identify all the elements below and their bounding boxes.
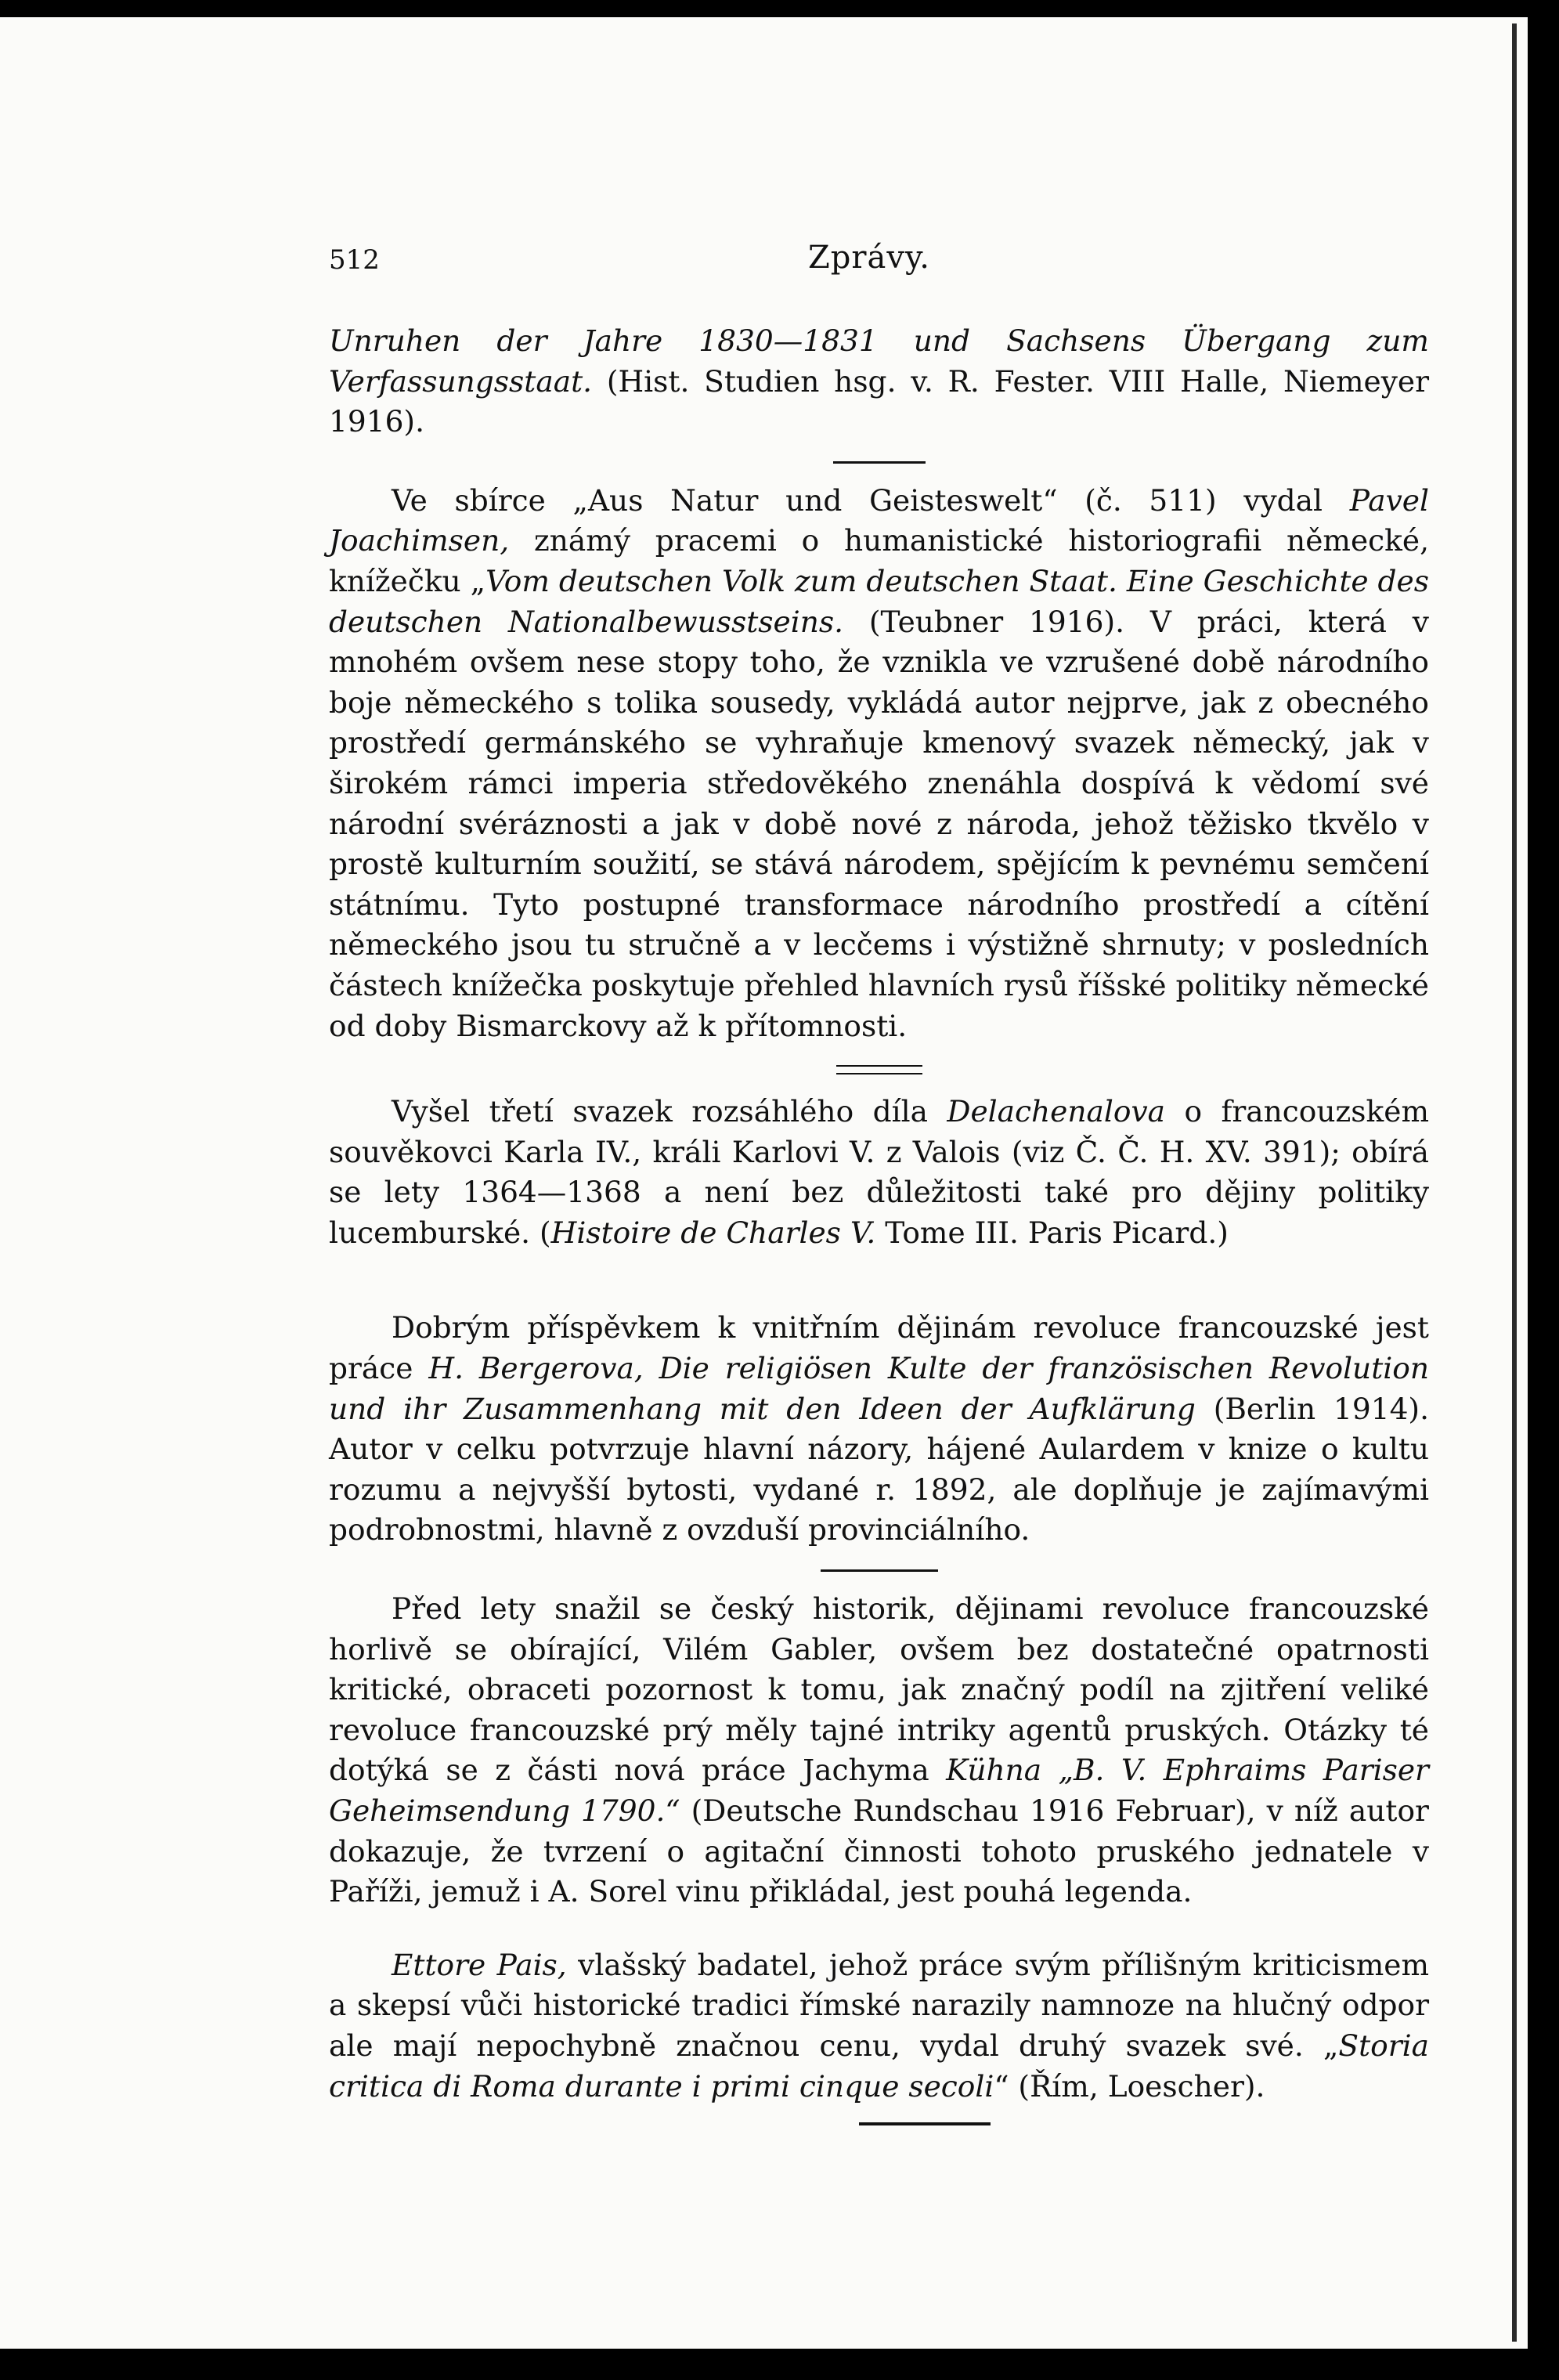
section-divider bbox=[821, 1569, 938, 1572]
paragraph-text: (Hist. Studien hsg. v. R. Fester. VIII Halle, Niemeyer 1916). bbox=[329, 363, 1429, 439]
author-name: Pavel Joachimsen, bbox=[329, 482, 1429, 558]
paragraph-text: Vyšel třetí svazek rozsáhlého díla bbox=[392, 1094, 947, 1129]
paragraph-text: o francouzském souvěkovci Karla IV., králi Karlovi V. z Valois (viz Č. Č. H. XV. 391); obírá se lety 1364—1368 a není bez důležitosti také pro dějiny politiky lucemburské. ( bbox=[329, 1094, 1429, 1250]
paragraph-bergerova bbox=[329, 1308, 1429, 1551]
paragraph-text: (Teubner 1916). V práci, která v mnohém ovšem nese stopy toho, že vznikla ve vzrušené době národního boje německého s tolika sousedy, vykládá autor nejprve, jak z obecného prostředí germánského se vyhraňuje kmenový svazek německý, jak v širokém rámci imperia středověkého znenáhla dospívá k vědomí své národní svéráznosti a jak v době nové z národa, jehož těžisko tkvělo v prostě kulturním soužití, se stává národem, spějícím k pevnému semčení státnímu. Tyto postupné transformace národního prostředí a cítění německého jsou tu stručně a v lecčems i výstižně shrnuty; v posledních částech knížečka poskytuje přehled hlavních rysů říšské politiky německé od doby Bismarckovy až k přítomnosti. bbox=[329, 604, 1429, 1043]
book-title: Kühna „B. V. Ephraims Pariser Geheimsendung 1790.“ bbox=[329, 1753, 1429, 1828]
scan-border-right bbox=[1528, 0, 1559, 2380]
page-content bbox=[329, 321, 1429, 2107]
spacer bbox=[329, 1253, 1429, 1308]
scan-border-bottom bbox=[0, 2349, 1559, 2380]
section-divider bbox=[833, 461, 926, 464]
paragraph-text: Tome III. Paris Picard.) bbox=[875, 1215, 1229, 1250]
paragraph-gabler bbox=[329, 1589, 1429, 1912]
paragraph-text: Dobrým příspěvkem k vnitřním dějinám revoluce francouzské jest práce bbox=[329, 1310, 1429, 1386]
paragraph-text: (Deutsche Rundschau 1916 Februar), v níž autor dokazuje, že tvrzení o agitační činnosti tohoto pruského jednatele v Paříži, jemuž i A. Sorel vinu přikládal, jest pouhá legenda. bbox=[329, 1793, 1429, 1909]
book-title: H. Bergerova, Die religiösen Kulte der französischen Revolution und ihr Zusammenhang mit den Ideen der Aufklärung bbox=[329, 1351, 1430, 1426]
paragraph-text: vlašský badatel, jehož práce svým přílišným kriticismem a skepsí vůči historické tradici římské narazily namnoze na hlučný odpor ale mají nepochybně značnou cenu, vydal druhý svazek své. „ bbox=[329, 1947, 1429, 2063]
closing-divider bbox=[859, 2122, 991, 2125]
book-title: Storia critica di Roma durante i primi cinque secoli bbox=[329, 2028, 1429, 2104]
page-number: 512 bbox=[329, 244, 380, 276]
paragraph-joachimsen bbox=[329, 481, 1429, 1046]
paragraph-unruhen bbox=[329, 321, 1429, 442]
paragraph-delachenal bbox=[329, 1092, 1429, 1253]
paragraph-text: “ (Řím, Loescher). bbox=[994, 2068, 1265, 2104]
paragraph-text: Před lety snažil se český historik, dějinami revoluce francouzské horlivě se obírající, Vilém Gabler, ovšem bez dostatečné opatrnosti kritické, obraceti pozornost k tomu, jak značný podíl na zjitření veliké revoluce francouzské prý měly tajné intriky agentů pruských. Otázky té dotýká se z části nová práce Jachyma bbox=[329, 1591, 1429, 1788]
author-name: Ettore Pais, bbox=[392, 1947, 567, 1982]
page-header bbox=[329, 240, 1441, 284]
book-title: Vom deutschen Volk zum deutschen Staat. Eine Geschichte des deutschen Nationalbewusstseins. bbox=[329, 563, 1429, 639]
paragraph-pais bbox=[329, 1945, 1429, 2107]
paragraph-text: známý pracemi o humanistické historiografii německé, knížečku „ bbox=[329, 523, 1429, 598]
paragraph-text: Ve sbírce „Aus Natur und Geisteswelt“ (č. 511) vydal bbox=[392, 482, 1350, 518]
book-title: Histoire de Charles V. bbox=[550, 1215, 876, 1250]
scan-border-top bbox=[0, 0, 1559, 17]
running-title: Zprávy. bbox=[808, 240, 930, 276]
scan-shadow-right bbox=[1512, 23, 1517, 2342]
spacer bbox=[329, 1912, 1429, 1945]
author-name: Delachenalova bbox=[947, 1094, 1165, 1129]
book-title-unruhen: Unruhen der Jahre 1830—1831 und Sachsens Übergang zum Verfassungsstaat. bbox=[329, 323, 1429, 399]
paragraph-text: (Berlin 1914). Autor v celku potvrzuje hlavní názory, hájené Aulardem v knize o kultu rozumu a nejvyšší bytosti, vydané r. 1892, ale doplňuje je zajímavými podrobnostmi, hlavně z ovzduší provinciálního. bbox=[329, 1391, 1429, 1548]
section-divider-double bbox=[836, 1065, 922, 1074]
